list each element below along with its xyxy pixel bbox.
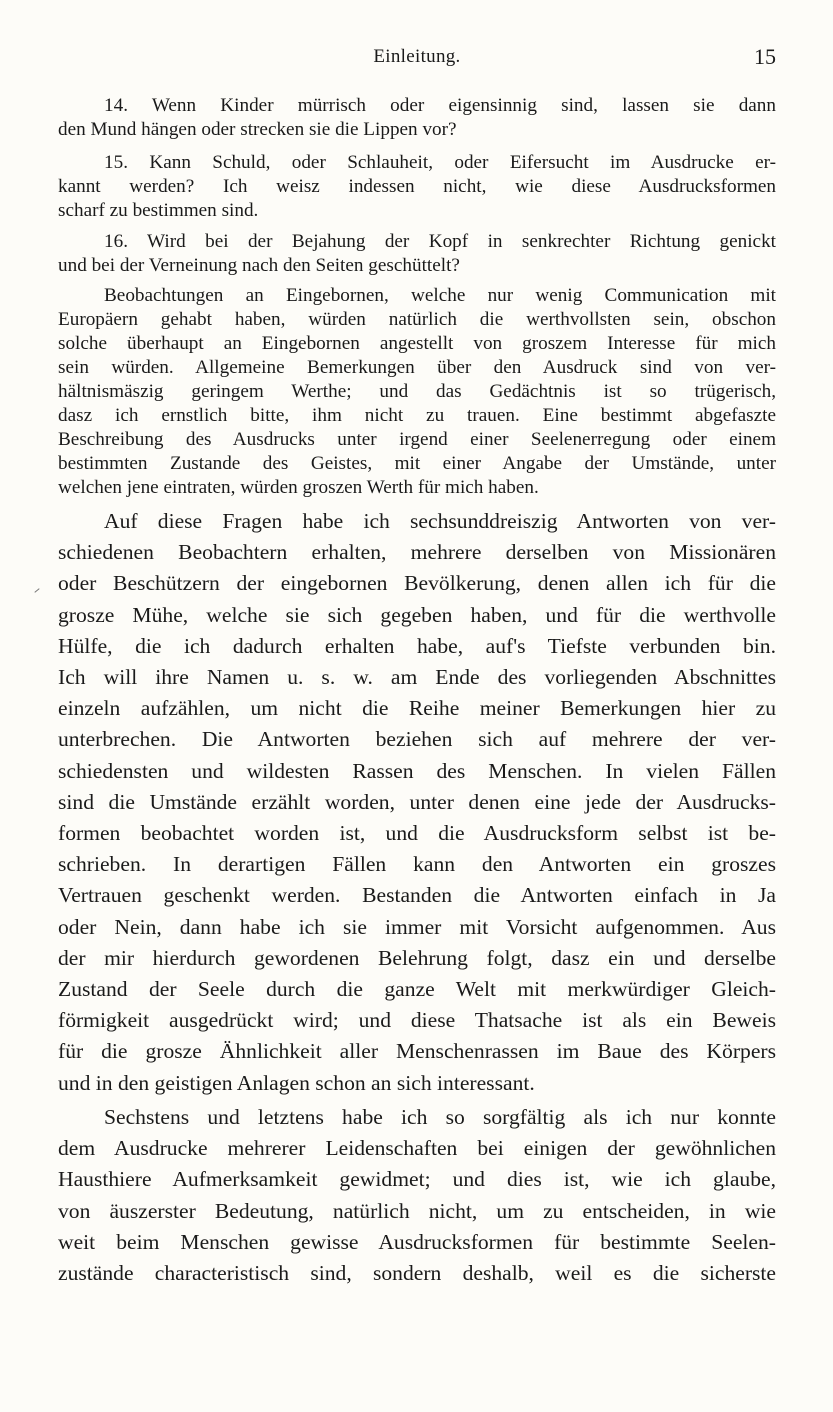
text-line: kannt werden? Ich weisz indessen nicht, wie diese Ausdrucksformen: [58, 176, 776, 197]
text-line: zustände characteristisch sind, sondern deshalb, weil es die sicherste: [58, 1261, 776, 1286]
text-line: bestimmten Zustande des Geistes, mit einer Angabe der Umstände, unter: [58, 453, 776, 474]
text-line: 15. Kann Schuld, oder Schlauheit, oder Eifersucht im Ausdrucke er-: [104, 152, 776, 173]
questionnaire-note: [58, 284, 776, 500]
text-line: für die grosze Ähnlichkeit aller Menschenrassen im Baue des Körpers: [58, 1039, 776, 1064]
text-line: Beschreibung des Ausdrucks unter irgend einer Seelenerregung oder einem: [58, 429, 776, 450]
text-line: Hülfe, die ich dadurch erhalten habe, auf's Tiefste verbunden bin.: [58, 633, 776, 658]
text-line: sind die Umstände erzählt worden, unter denen eine jede der Ausdrucks-: [58, 789, 776, 814]
text-line: 16. Wird bei der Bejahung der Kopf in senkrechter Richtung genickt: [104, 231, 776, 252]
running-head: Einleitung.: [373, 46, 461, 67]
text-line: und in den geistigen Anlagen schon an sich interessant.: [58, 1070, 535, 1095]
book-page: [58, 0, 776, 1412]
text-line: Beobachtungen an Eingebornen, welche nur wenig Communication mit: [104, 285, 776, 306]
page-number: 15: [754, 44, 776, 69]
margin-pencil-mark: [34, 588, 39, 593]
text-line: den Mund hängen oder strecken sie die Lippen vor?: [58, 119, 457, 140]
text-line: und bei der Verneinung nach den Seiten geschüttelt?: [58, 255, 460, 276]
text-line: 14. Wenn Kinder mürrisch oder eigensinnig sind, lassen sie dann: [104, 95, 776, 116]
text-line: förmigkeit ausgedrückt wird; und diese Thatsache ist als ein Beweis: [58, 1008, 776, 1033]
text-line: Sechstens und letztens habe ich so sorgfältig als ich nur konnte: [104, 1105, 776, 1129]
text-line: solche überhaupt an Eingebornen angestellt von groszem Interesse für mich: [58, 333, 776, 354]
text-line: formen beobachtet worden ist, und die Ausdrucksform selbst ist be-: [58, 821, 776, 846]
text-line: Auf diese Fragen habe ich sechsunddreiszig Antworten von ver-: [104, 509, 776, 533]
text-line: dasz ich ernstlich bitte, ihm nicht zu trauen. Eine bestimmt abgefaszte: [58, 405, 776, 426]
text-line: Europäern gehabt haben, würden natürlich die werthvollsten sein, obschon: [58, 309, 776, 330]
text-line: von äuszerster Bedeutung, natürlich nicht, um zu entscheiden, in wie: [58, 1198, 776, 1223]
body-paragraph-animals: [58, 1102, 776, 1289]
text-line: schrieben. In derartigen Fällen kann den Antworten ein groszes: [58, 852, 776, 877]
text-line: scharf zu bestimmen sind.: [58, 200, 259, 221]
text-line: sein würden. Allgemeine Bemerkungen über den Ausdruck sind von ver-: [58, 357, 776, 378]
text-line: einzeln aufzählen, um nicht die Reihe meiner Bemerkungen hier zu: [58, 696, 776, 721]
text-line: der mir hierdurch gewordenen Belehrung folgt, dasz ein und derselbe: [58, 945, 776, 970]
page-header: [58, 44, 776, 74]
text-line: hältnismäszig geringem Werthe; und das Gedächtnis ist so trügerisch,: [58, 381, 776, 402]
text-line: grosze Mühe, welche sie sich gegeben haben, und für die werthvolle: [58, 602, 776, 627]
text-line: welchen jene eintraten, würden groszen Werth für mich haben.: [58, 477, 539, 498]
question-16: [58, 230, 776, 278]
question-14: [58, 94, 776, 142]
text-line: oder Nein, dann habe ich sie immer mit Vorsicht aufgenommen. Aus: [58, 914, 776, 939]
text-line: oder Beschützern der eingebornen Bevölkerung, denen allen ich für die: [58, 571, 776, 596]
text-line: weit beim Menschen gewisse Ausdrucksformen für bestimmte Seelen-: [58, 1229, 776, 1254]
question-15: [58, 151, 776, 223]
text-line: Ich will ihre Namen u. s. w. am Ende des vorliegenden Abschnittes: [58, 665, 776, 690]
text-line: dem Ausdrucke mehrerer Leidenschaften bei einigen der gewöhnlichen: [58, 1136, 776, 1161]
text-line: unterbrechen. Die Antworten beziehen sich auf mehrere der ver-: [58, 727, 776, 752]
text-line: Hausthiere Aufmerksamkeit gewidmet; und dies ist, wie ich glaube,: [58, 1167, 776, 1192]
text-line: Zustand der Seele durch die ganze Welt mit merkwürdiger Gleich-: [58, 977, 776, 1002]
text-line: schiedenen Beobachtern erhalten, mehrere derselben von Missionären: [58, 540, 776, 565]
text-line: schiedensten und wildesten Rassen des Menschen. In vielen Fällen: [58, 758, 776, 783]
text-line: Vertrauen geschenkt werden. Bestanden die Antworten einfach in Ja: [58, 883, 776, 908]
body-paragraph-answers: [58, 506, 776, 1099]
